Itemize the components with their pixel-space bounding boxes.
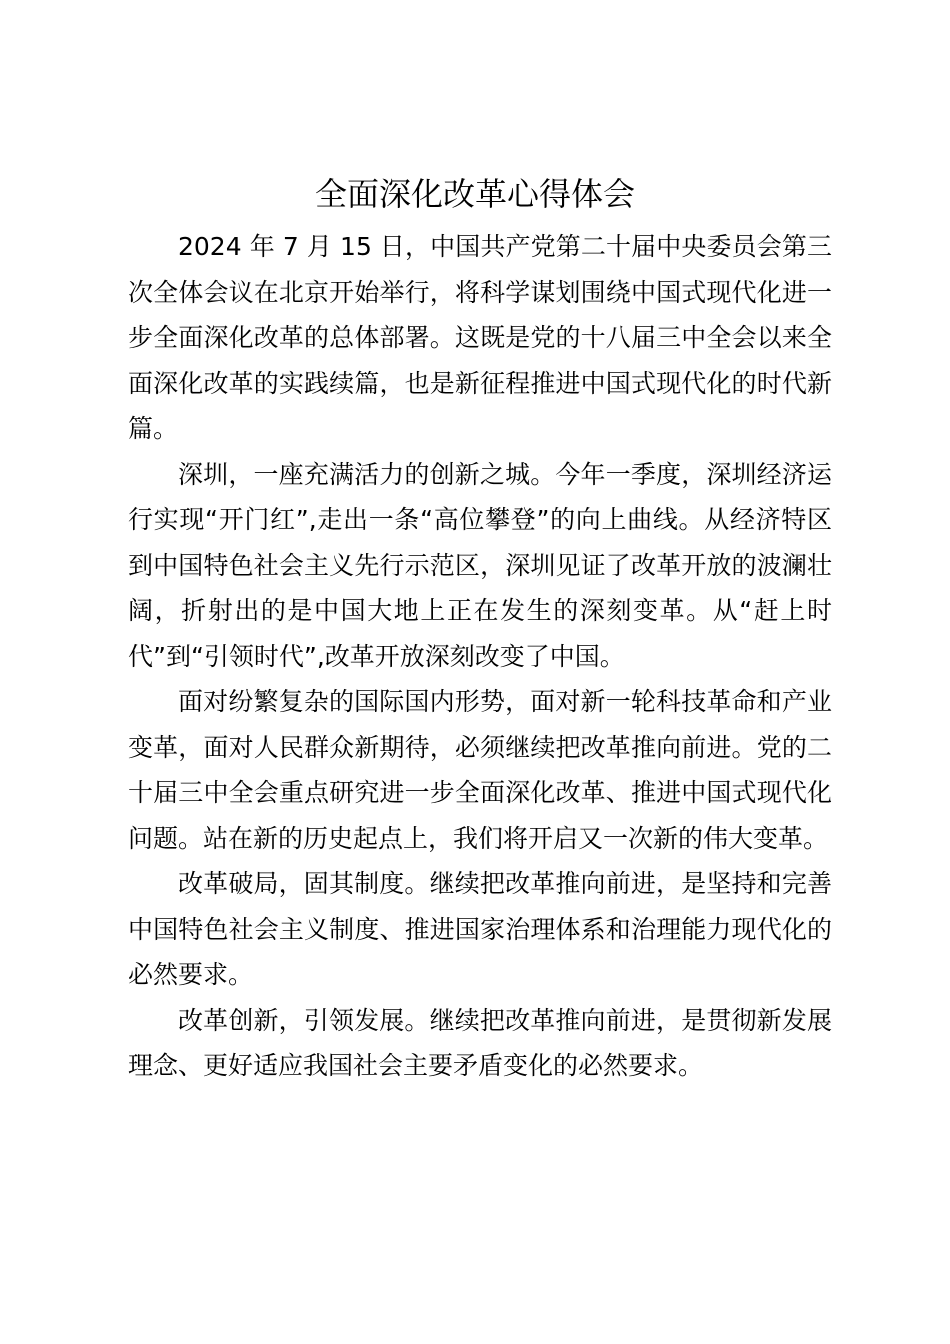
document-title: 全面深化改革心得体会 bbox=[314, 175, 635, 213]
paragraph: 改革破局，固其制度。继续把改革推向前进，是坚持和完善中国特色社会主义制度、推进国家治理体系和治理能力现代化的必然要求。 bbox=[128, 869, 832, 989]
paragraph: 深圳，一座充满活力的创新之城。今年一季度，深圳经济运行实现“开门红”,走出一条“高位攀登”的向上曲线。从经济特区到中国特色社会主义先行示范区，深圳见证了改革开放的波澜壮阔，折射出的是中国大地上正在发生的深刻变革。从“赶上时代”到“引领时代”,改革开放深刻改变了中国。 bbox=[128, 459, 832, 671]
paragraph: 改革创新，引领发展。继续把改革推向前进，是贯彻新发展理念、更好适应我国社会主要矛盾变化的必然要求。 bbox=[128, 1005, 832, 1080]
paragraph: 2024 年 7 月 15 日，中国共产党第二十届中央委员会第三次全体会议在北京开始举行，将科学谋划围绕中国式现代化进一步全面深化改革的总体部署。这既是党的十八届三中全会以来全面深化改革的实践续篇，也是新征程推进中国式现代化的时代新篇。 bbox=[128, 232, 832, 443]
document-body bbox=[128, 224, 832, 1089]
paragraph: 面对纷繁复杂的国际国内形势，面对新一轮科技革命和产业变革，面对人民群众新期待，必须继续把改革推向前进。党的二十届三中全会重点研究进一步全面深化改革、推进中国式现代化问题。站在新的历史起点上，我们将开启又一次新的伟大变革。 bbox=[128, 687, 832, 853]
